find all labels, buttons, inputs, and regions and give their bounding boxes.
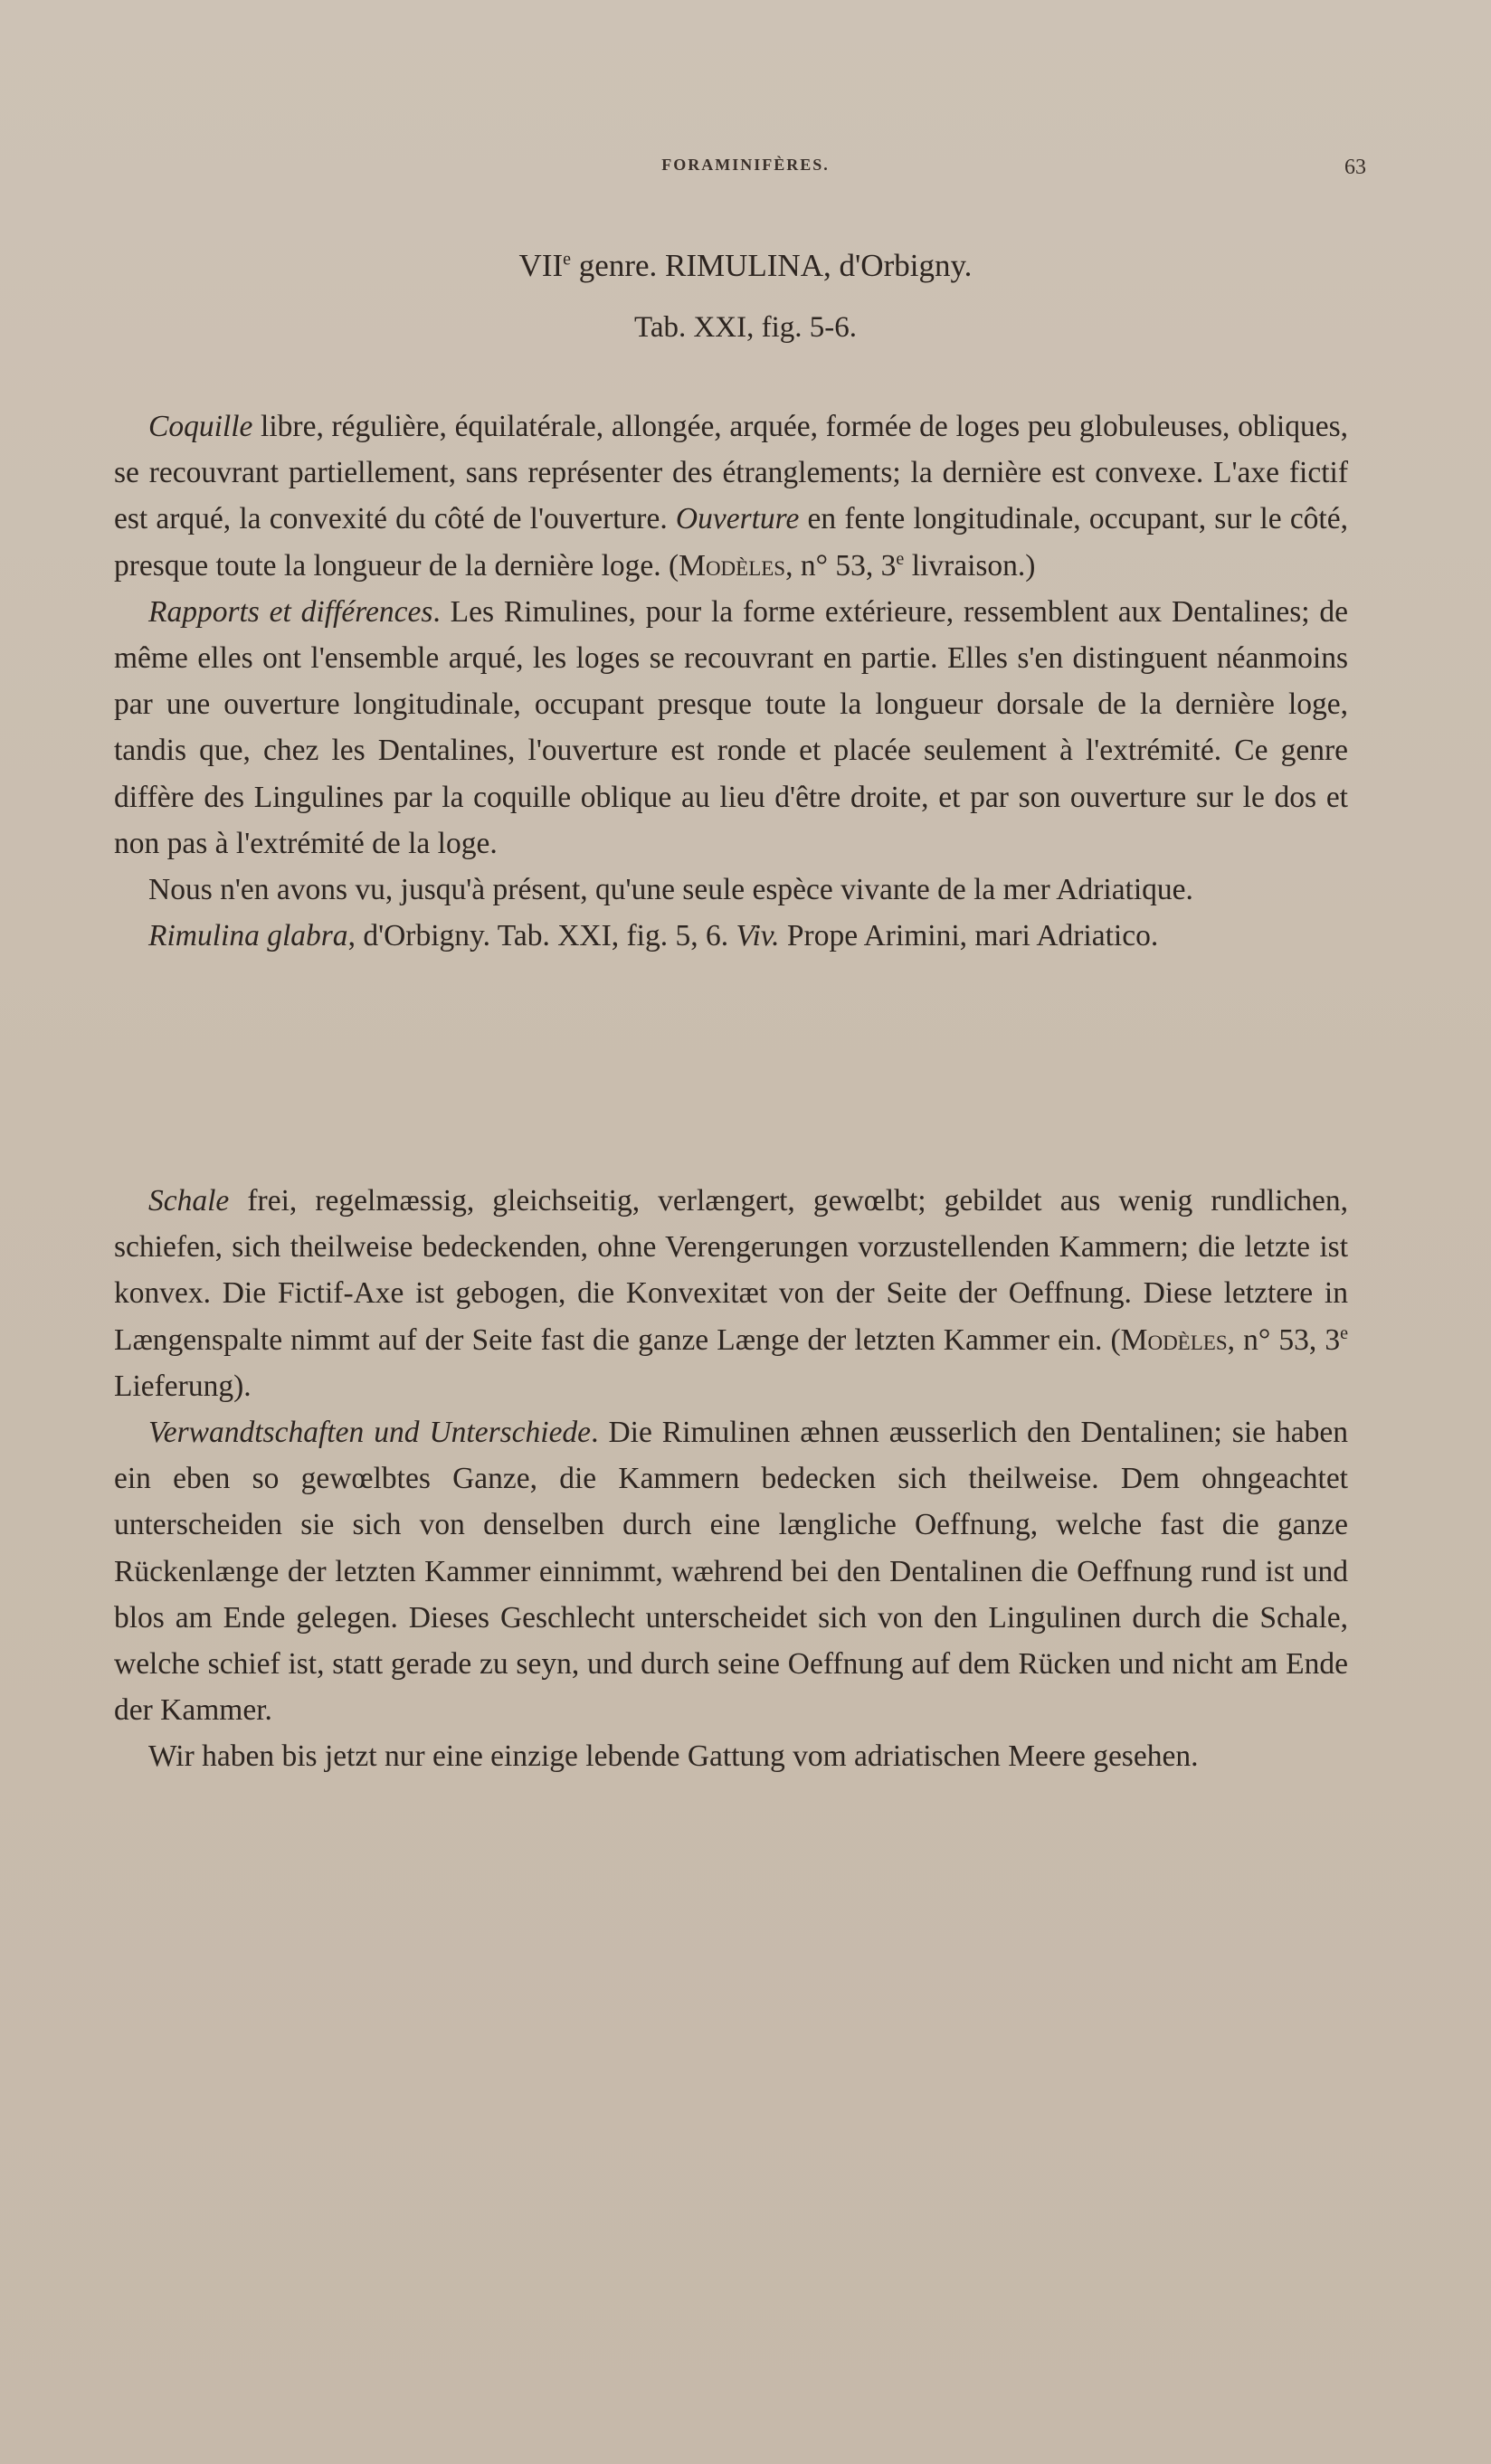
french-paragraph-rapports: [114, 589, 1348, 867]
french-paragraph-species-note: [114, 867, 1348, 913]
superscript: e: [1340, 1322, 1348, 1343]
text-span: livraison.): [904, 548, 1036, 583]
genus-superscript: e: [563, 249, 572, 270]
text-span: Wir haben bis jetzt nur eine einzige lebende Gattung vom adriatischen Meere gesehen.: [148, 1739, 1199, 1774]
text-span: Nous n'en avons vu, jusqu'à présent, qu'une seule espèce vivante de la mer Adriatique.: [148, 873, 1193, 907]
term-viv: Viv.: [736, 919, 780, 953]
text-span: , n° 53, 3: [1227, 1322, 1341, 1357]
running-head: [114, 156, 1377, 183]
french-description: [114, 403, 1348, 959]
term-coquille: Coquille: [148, 410, 253, 443]
text-span: . Les Rimulines, pour la forme extérieure, ressemblent aux Dentalines; de même elles ont l'ensemble arqué, les loges se recouvrant en partie. Elles s'en distinguent néanmoins par une ouverture longitudinale, occupant presque toute la longueur dorsale de la dernière loge, tandis que, chez les Dentalines, l'ouverture est ronde et placée seulement à l'extrémité. Ce genre diffère des Lingulines par la coquille oblique au lieu d'être droite, et par son ouverture sur le dos et non pas à l'extrémité de la loge.: [114, 594, 1348, 860]
text-span: , n° 53, 3: [785, 548, 897, 583]
french-paragraph-shell: [114, 403, 1348, 589]
text-span: frei, regelmæssig, gleichseitig, verlængert, gewœlbt; gebildet aus wenig rundlichen, schiefen, sich theilweise bedeckenden, ohne Verengerungen vorzustellenden Kammern; die letzte ist konvex. Die Fictif-Axe ist gebogen, die Konvexitæt von der Seite der Oeffnung. Diese letztere in Længenspalte nimmt auf der Seite fast die ganze Længe der letzten Kammer ein. (: [114, 1184, 1348, 1357]
text-span: Lieferung).: [114, 1369, 252, 1403]
text-span: libre, régulière, équilatérale, allongée, arquée, formée de loges peu globuleuses, obliques, se recouvrant partiellement, sans représenter des étranglements; la dernière est convexe. L'axe fictif est arqué, la convexité du côté de l'ouverture.: [114, 410, 1348, 536]
german-paragraph-species-note: [114, 1733, 1348, 1779]
page-number: 63: [1344, 156, 1366, 179]
text-span: en fente longitudinale, occupant, sur le côté, presque toute la longueur de la dernière loge. (: [114, 502, 1348, 583]
text-span: Prope Arimini, mari Adriatico.: [779, 919, 1159, 953]
superscript: e: [896, 548, 905, 569]
french-paragraph-species: [114, 913, 1348, 959]
species-name: Rimulina glabra: [148, 919, 348, 953]
term-verwandtschaften: Verwandtschaften und Unterschiede: [148, 1416, 592, 1450]
german-paragraph-schale: [114, 1178, 1348, 1409]
term-modeles: Modèles: [1120, 1322, 1228, 1357]
genus-title: genre. RIMULINA, d'Orbigny.: [571, 248, 973, 283]
text-span: , d'Orbigny. Tab. XXI, fig. 5, 6.: [347, 919, 736, 953]
genus-prefix: VII: [518, 248, 564, 283]
text-span: . Die Rimulinen æhnen æusserlich den Dentalinen; sie haben ein eben so gewœlbtes Ganze, die Kammern bedecken sich theilweise. Dem ohngeachtet unterscheiden sie sich von denselben durch eine længliche Oeffnung, welche fast die ganze Rückenlænge der letzten Kammer einnimmt, wæhrend bei den Dentalinen die Oeffnung rund ist und blos am Ende gelegen. Dieses Geschlecht unterscheidet sich von den Lingulinen durch die Schale, welche schief ist, statt gerade zu seyn, und durch seine Oeffnung auf dem Rücken und nicht am Ende der Kammer.: [114, 1416, 1348, 1728]
german-description: [114, 1178, 1348, 1780]
genus-heading: [0, 248, 1491, 284]
term-rapports: Rapports et différences: [148, 594, 433, 629]
term-ouverture: Ouverture: [675, 502, 800, 536]
plate-reference: Tab. XXI, fig. 5-6.: [633, 311, 858, 344]
term-modeles: Modèles: [679, 548, 786, 583]
german-paragraph-verwandtschaften: [114, 1409, 1348, 1733]
running-title: FORAMINIFÈRES.: [661, 156, 830, 174]
term-schale: Schale: [148, 1184, 230, 1218]
